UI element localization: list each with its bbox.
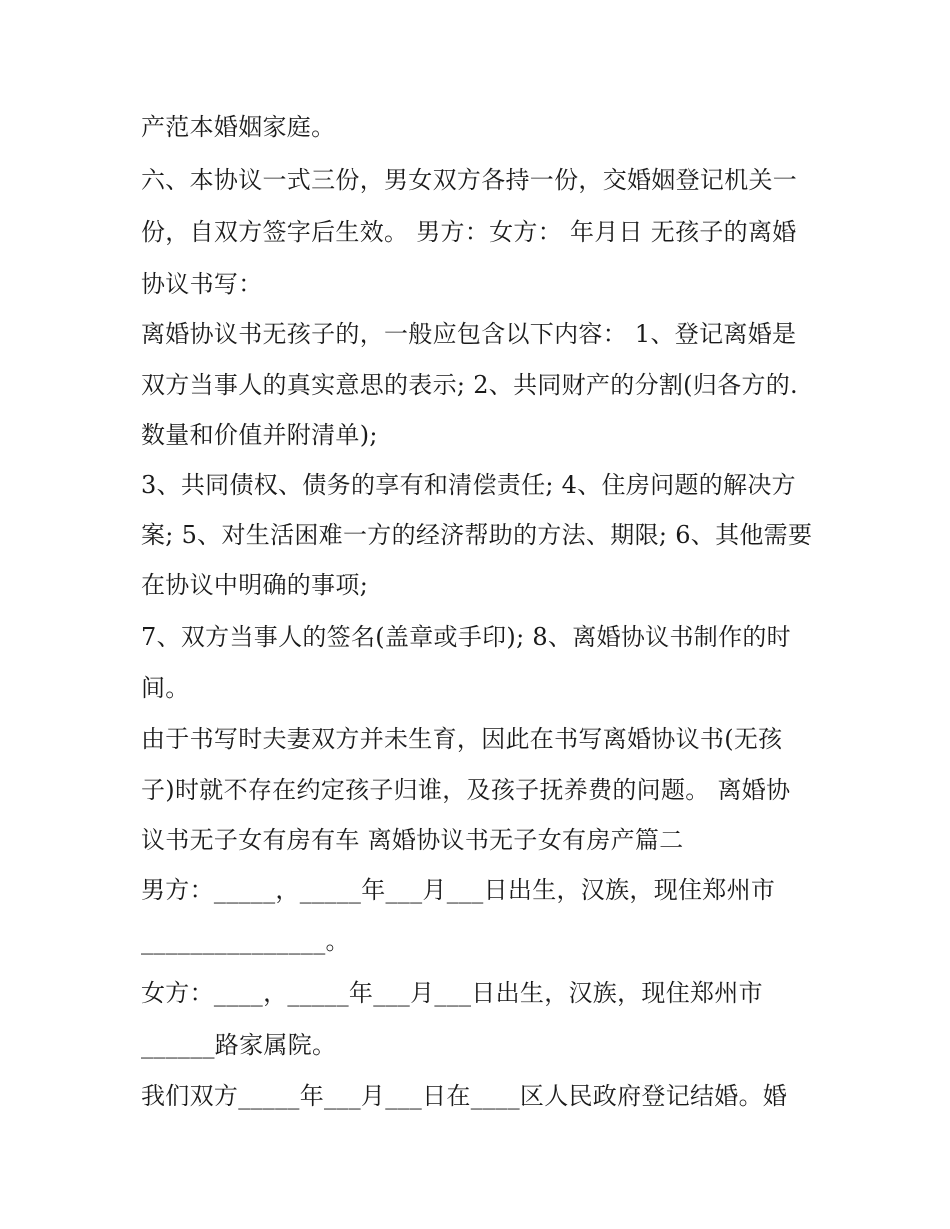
text-line: _______________。 — [141, 927, 350, 955]
text-line: 份，自双方签字后生效。 男方：女方： 年月日 无孩子的离婚 — [141, 218, 797, 246]
text-line: 产范本婚姻家庭。 — [141, 113, 336, 141]
text-line: 在协议中明确的事项; — [141, 571, 369, 599]
text-line: 男方：_____，_____年___月___日出生，汉族，现住郑州市 — [141, 876, 776, 904]
text-line: 子)时就不存在约定孩子归谁，及孩子抚养费的问题。 离婚协 — [141, 776, 791, 804]
text-line: 双方当事人的真实意思的表示; 2、共同财产的分割(归各方的. — [141, 371, 798, 399]
text-line: 离婚协议书无孩子的，一般应包含以下内容： 1、登记离婚是 — [141, 320, 797, 348]
text-line: 间。 — [141, 674, 190, 702]
text-line: 协议书写： — [141, 270, 263, 298]
text-line: 议书无子女有房有车 离婚协议书无子女有房产篇二 — [141, 826, 684, 854]
text-line: 我们双方_____年___月___日在____区人民政府登记结婚。婚 — [141, 1082, 788, 1110]
text-line: 7、双方当事人的签名(盖章或手印); 8、离婚协议书制作的时 — [141, 623, 791, 651]
text-line: 由于书写时夫妻双方并未生育，因此在书写离婚协议书(无孩 — [141, 725, 783, 753]
text-line: 六、本协议一式三份，男女双方各持一份，交婚姻登记机关一 — [141, 166, 798, 194]
text-line: 数量和价值并附清单); — [141, 421, 378, 449]
text-line: 3、共同债权、债务的享有和清偿责任; 4、住房问题的解决方 — [141, 471, 796, 499]
text-line: 女方：____，_____年___月___日出生，汉族，现住郑州市 — [141, 979, 763, 1007]
text-line: ______路家属院。 — [141, 1031, 337, 1059]
text-line: 案; 5、对生活困难一方的经济帮助的方法、期限; 6、其他需要 — [141, 521, 813, 549]
